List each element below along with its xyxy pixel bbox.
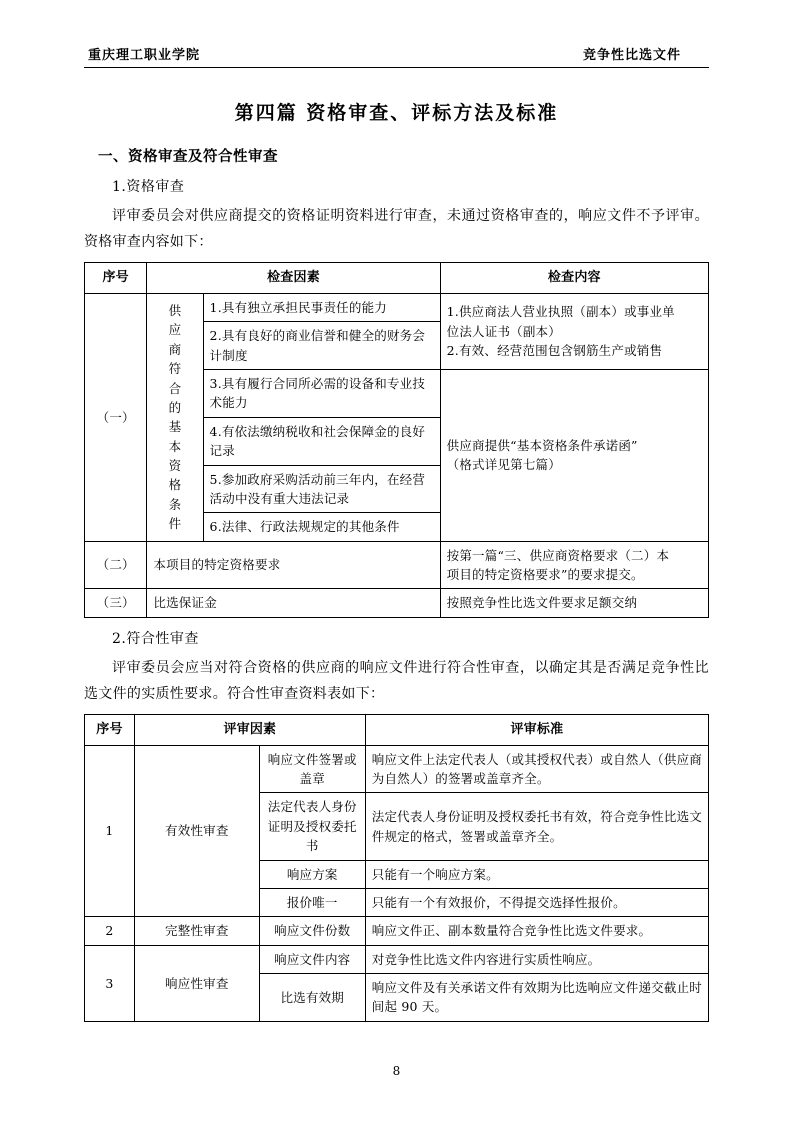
table2-row1-sub-1: 响应文件签署或盖章	[259, 745, 365, 793]
table-header-row	[85, 262, 709, 293]
table2-row2-no: 2	[85, 917, 135, 945]
table2-row1-standard-3: 只能有一个响应方案。	[365, 860, 708, 888]
table2-row1-standard-1: 响应文件上法定代表人（或其授权代表）或自然人（供应商为自然人）的签署或盖章齐全。	[365, 745, 708, 793]
table1-row2-factor: 本项目的特定资格要求	[147, 541, 440, 589]
table1-content-mid-line1: 供应商提供“基本资格条件承诺函”	[446, 437, 638, 453]
table1-content-top	[440, 293, 708, 369]
table2-row2-standard-1: 响应文件正、副本数量符合竞争性比选文件要求。	[365, 917, 708, 945]
table-header-row	[85, 714, 709, 745]
table1-content-top-line2: 位法人证书（副本）	[446, 323, 561, 339]
table2-header-factor: 评审因素	[134, 714, 365, 745]
table2-row1-no: 1	[85, 745, 135, 917]
table2-row2-sub-1: 响应文件份数	[259, 917, 365, 945]
table-row	[85, 589, 709, 617]
table-row	[85, 917, 709, 945]
table1-row2-content-line1: 按第一篇“三、供应商资格要求（二）本	[446, 547, 670, 563]
table-row	[85, 745, 709, 793]
table2-row1-standard-2: 法定代表人身份证明及授权委托书有效，符合竞争性比选文件规定的格式，签署或盖章齐全。	[365, 793, 708, 860]
paragraph-compliance-review: 评审委员会应当对符合资格的供应商的响应文件进行符合性审查，以确定其是否满足竞争性比选文件的实质性要求。符合性审查资料表如下：	[84, 659, 709, 702]
header-left-text: 重庆理工职业学院	[88, 48, 201, 63]
table-row	[85, 293, 709, 321]
table1-row3-no: （三）	[85, 589, 147, 617]
page-title: 第四篇 资格审查、评标方法及标准	[234, 102, 559, 124]
qualification-review-table	[84, 262, 709, 618]
table1-factor-6: 6.法律、行政法规规定的其他条件	[203, 513, 440, 541]
table2-row1-standard-4: 只能有一个有效报价，不得提交选择性报价。	[365, 888, 708, 916]
table2-row1-sub-2: 法定代表人身份证明及授权委托书	[259, 793, 365, 860]
section-heading-1: 一、资格审查及符合性审查	[98, 148, 278, 165]
table1-header-no: 序号	[85, 262, 147, 293]
compliance-review-table	[84, 714, 709, 1022]
table2-row1-sub-4: 报价唯一	[259, 888, 365, 916]
table1-row3-factor: 比选保证金	[147, 589, 440, 617]
table1-group-label: 供 应 商 符 合 的 基 本 资 格 条 件	[147, 293, 203, 541]
table2-row1-factor: 有效性审查	[134, 745, 259, 917]
table1-header-content: 检查内容	[440, 262, 708, 293]
table1-factor-1: 1.具有独立承担民事责任的能力	[203, 293, 440, 321]
page-number: 8	[392, 1064, 401, 1078]
table2-row3-sub-2: 比选有效期	[259, 974, 365, 1022]
table1-row1-no: （一）	[85, 293, 147, 541]
table1-content-top-line3: 2.有效、经营范围包含钢筋生产或销售	[446, 343, 663, 359]
table1-content-top-line1: 1.供应商法人营业执照（副本）或事业单	[446, 304, 675, 320]
table1-content-mid	[440, 370, 708, 542]
table1-factor-4: 4.有依法缴纳税收和社会保障金的良好记录	[203, 417, 440, 465]
subsection-heading-1-1: 1.资格审查	[112, 179, 185, 195]
table1-factor-2: 2.具有良好的商业信誉和健全的财务会计制度	[203, 322, 440, 370]
table2-row3-factor: 响应性审查	[134, 945, 259, 1021]
table-row	[85, 945, 709, 973]
table2-row3-no: 3	[85, 945, 135, 1021]
page-header	[84, 44, 709, 67]
table1-row3-content: 按照竞争性比选文件要求足额交纳	[440, 589, 708, 617]
table1-row2-content	[440, 541, 708, 589]
table2-header-standard: 评审标准	[365, 714, 708, 745]
table1-header-factor: 检查因素	[147, 262, 440, 293]
table2-row2-factor: 完整性审查	[134, 917, 259, 945]
table2-row3-standard-1: 对竞争性比选文件内容进行实质性响应。	[365, 945, 708, 973]
table1-factor-5: 5.参加政府采购活动前三年内，在经营活动中没有重大违法记录	[203, 465, 440, 513]
table2-row3-standard-2: 响应文件及有关承诺文件有效期为比选响应文件递交截止时间起 90 天。	[365, 974, 708, 1022]
table2-header-no: 序号	[85, 714, 135, 745]
table1-row2-no: （二）	[85, 541, 147, 589]
table-row	[85, 541, 709, 589]
header-right-text: 竞争性比选文件	[582, 48, 681, 63]
table1-factor-3: 3.具有履行合同所必需的设备和专业技术能力	[203, 370, 440, 418]
paragraph-qualification-review: 评审委员会对供应商提交的资格证明资料进行审查，未通过资格审查的，响应文件不予评审。资格审查内容如下：	[84, 208, 709, 250]
table1-content-mid-line2: （格式详见第七篇）	[446, 457, 561, 473]
subsection-heading-1-2: 2.符合性审查	[112, 630, 199, 647]
header-divider	[84, 67, 709, 68]
table1-row2-content-line2: 项目的特定资格要求”的要求提交。	[446, 567, 644, 583]
table2-row1-sub-3: 响应方案	[259, 860, 365, 888]
table2-row3-sub-1: 响应文件内容	[259, 945, 365, 973]
